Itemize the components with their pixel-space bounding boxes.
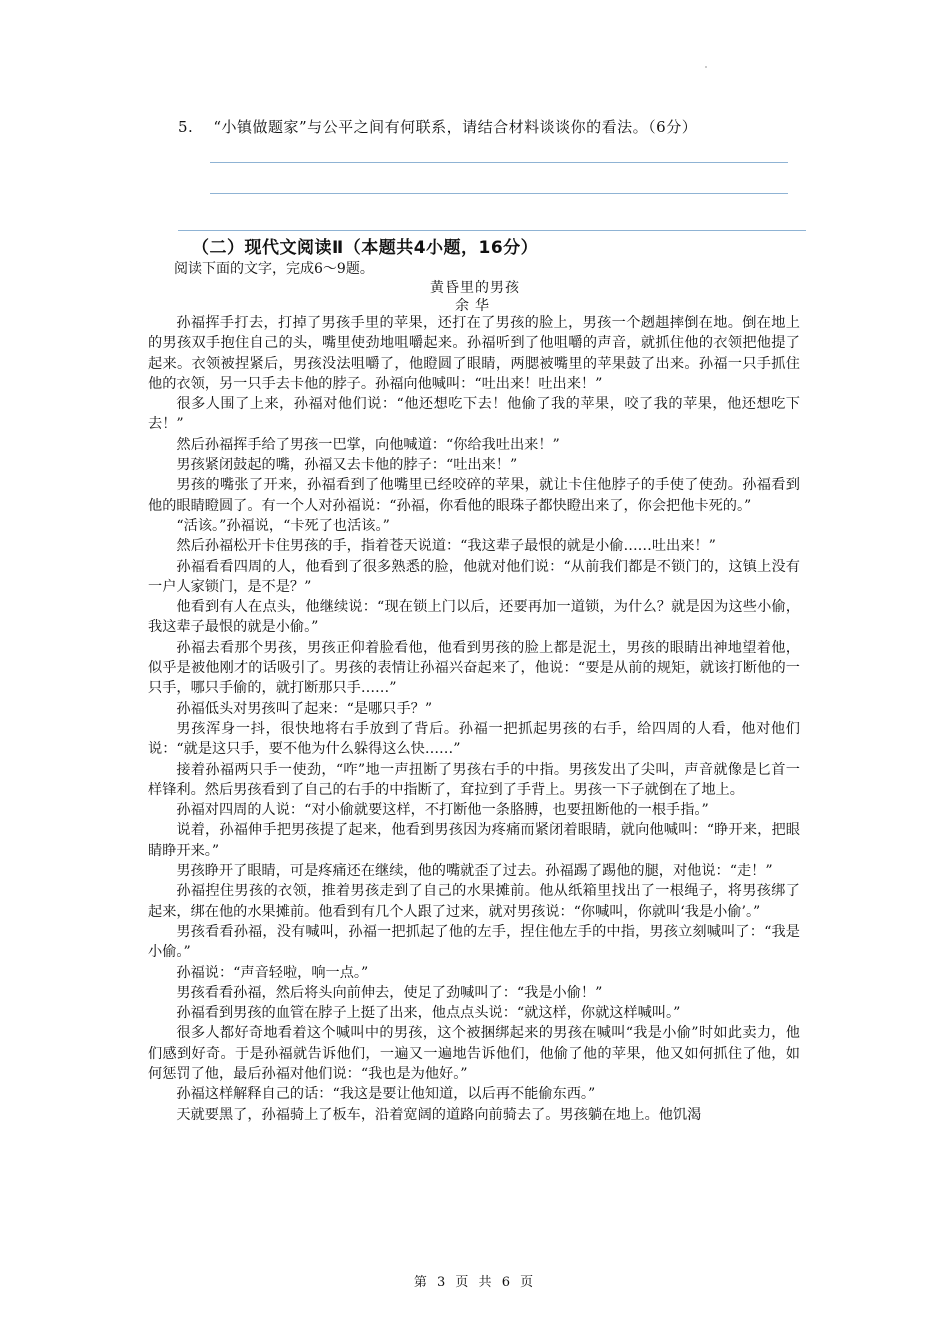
paragraph: 很多人围了上来，孙福对他们说：“他还想吃下去！他偷了我的苹果，咬了我的苹果，他还想吃下去！” <box>148 396 800 433</box>
paragraph: 男孩紧闭鼓起的嘴，孙福又去卡他的脖子：“吐出来！” <box>176 457 518 474</box>
question-text: “小镇做题家”与公平之间有何联系，请结合材料谈谈你的看法。（6分） <box>213 118 698 136</box>
paragraph: 接着孙福两只手一使劲，“咋”地一声扭断了男孩右手的中指。男孩发出了尖叫，声音就像是匕首一样锋利。然后男孩看到了自己的右手的中指断了，耷拉到了手背上。男孩一下子就倒在了地上。 <box>148 761 800 798</box>
paragraph: 男孩看看孙福，没有喊叫，孙福一把抓起了他的左手，捏住他左手的中指，男孩立刻喊叫了：“我是小偷。” <box>148 923 800 961</box>
story-body <box>148 313 800 1125</box>
paragraph: 孙福去看那个男孩，男孩正仰着脸看他，他看到男孩的脸上都是泥土，男孩的眼睛出神地望着他，似乎是被他刚才的话吸引了。男孩的表情让孙福兴奋起来了，他说：“要是从前的规矩，就该打断他的一只手，哪只手偷的，就打断那只手……” <box>148 639 800 697</box>
paragraph: 孙福低头对男孩叫了起来：“是哪只手？” <box>176 700 433 717</box>
section-title: （二）现代文阅读Ⅱ（本题共4小题，16分） <box>192 238 539 258</box>
paragraph: “活该。”孙福说，“卡死了也活该。” <box>176 517 390 534</box>
paragraph: 孙福对四周的人说：“对小偷就要这样，不打断他一条胳膊，也要扭断他的一根手指。” <box>176 802 709 819</box>
section-instruction: 阅读下面的文字，完成6～9题。 <box>174 261 374 277</box>
story-author: 余华 <box>455 298 495 314</box>
answer-line-2[interactable] <box>210 193 788 194</box>
paragraph: 孙福看到男孩的血管在脖子上挺了出来，他点点头说：“就这样，你就这样喊叫。” <box>176 1005 681 1022</box>
question-number: 5. <box>178 118 194 136</box>
paragraph: 说着，孙福伸手把男孩提了起来，他看到男孩因为疼痛而紧闭着眼睛，就向他喊叫：“睁开来，把眼睛睁开来。” <box>148 822 800 859</box>
paragraph: 男孩的嘴张了开来，孙福看到了他嘴里已经咬碎的苹果，就让卡住他脖子的手使了使劲。孙福看到他的眼睛瞪圆了。有一个人对孙福说：“孙福，你看他的眼珠子都快瞪出来了，你会把他卡死的。” <box>148 477 800 514</box>
paragraph: 男孩睁开了眼睛，可是疼痛还在继续，他的嘴就歪了过去。孙福踢了踢他的腿，对他说：“走！” <box>176 863 773 880</box>
answer-line-1[interactable] <box>210 162 788 163</box>
paragraph: 孙福看看四周的人，他看到了很多熟悉的脸，他就对他们说：“从前我们都是不锁门的，这镇上没有一户人家锁门，是不是？” <box>148 558 800 595</box>
page-footer: 第 3 页 共 6 页 <box>413 1275 537 1290</box>
paragraph: 孙福这样解释自己的话：“我这是要让他知道，以后再不能偷东西。” <box>176 1086 596 1103</box>
answer-line-3[interactable] <box>178 230 806 231</box>
paragraph: 孙福挥手打去，打掉了男孩手里的苹果，还打在了男孩的脸上，男孩一个趔趄摔倒在地。倒在地上的男孩双手抱住自己的头，嘴里使劲地咀嚼起来。孙福听到了他咀嚼的声音，就抓住他的衣领把他提了起来。衣领被捏紧后，男孩没法咀嚼了，他瞪圆了眼睛，两腮被嘴里的苹果鼓了出来。孙福一只手抓住他的衣领，另一只手去卡他的脖子。孙福向他喊叫：“吐出来！吐出来！” <box>148 315 800 392</box>
paragraph: 男孩看看孙福，然后将头向前伸去，使足了劲喊叫了：“我是小偷！” <box>176 984 603 1001</box>
scan-dot <box>705 66 707 68</box>
paragraph: 很多人都好奇地看着这个喊叫中的男孩，这个被捆绑起来的男孩在喊叫“我是小偷”时如此卖力，他们感到好奇。于是孙福就告诉他们，一遍又一遍地告诉他们，他偷了他的苹果，他又如何抓住了他，如何惩罚了他，最后孙福对他们说：“我也是为他好。” <box>148 1025 800 1082</box>
paragraph: 他看到有人在点头，他继续说：“现在锁上门以后，还要再加一道锁，为什么？就是因为这些小偷，我这辈子最恨的就是小偷。” <box>148 599 800 636</box>
paragraph: 孙福揑住男孩的衣领，推着男孩走到了自己的水果摊前。他从纸箱里找出了一根绳子，将男孩绑了起来，绑在他的水果摊前。他看到有几个人跟了过来，就对男孩说：“你喊叫，你就叫‘我是小偷’。” <box>148 883 800 920</box>
paragraph: 然后孙福挥手给了男孩一巴掌，向他喊道：“你给我吐出来！” <box>176 436 560 453</box>
question-5 <box>178 116 697 137</box>
paragraph: 天就要黑了，孙福骑上了板车，沿着宽阔的道路向前骑去了。男孩躺在地上。他饥渴 <box>176 1106 702 1123</box>
story-title: 黄昏里的男孩 <box>430 280 520 296</box>
paragraph: 然后孙福松开卡住男孩的手，指着苍天说道：“我这辈子最恨的就是小偷……吐出来！” <box>176 538 716 555</box>
paragraph: 孙福说：“声音轻啦，响一点。” <box>176 964 369 981</box>
paragraph: 男孩浑身一抖，很快地将右手放到了背后。孙福一把抓起男孩的右手，给四周的人看，他对他们说：“就是这只手，要不他为什么躲得这么快……” <box>148 720 800 758</box>
